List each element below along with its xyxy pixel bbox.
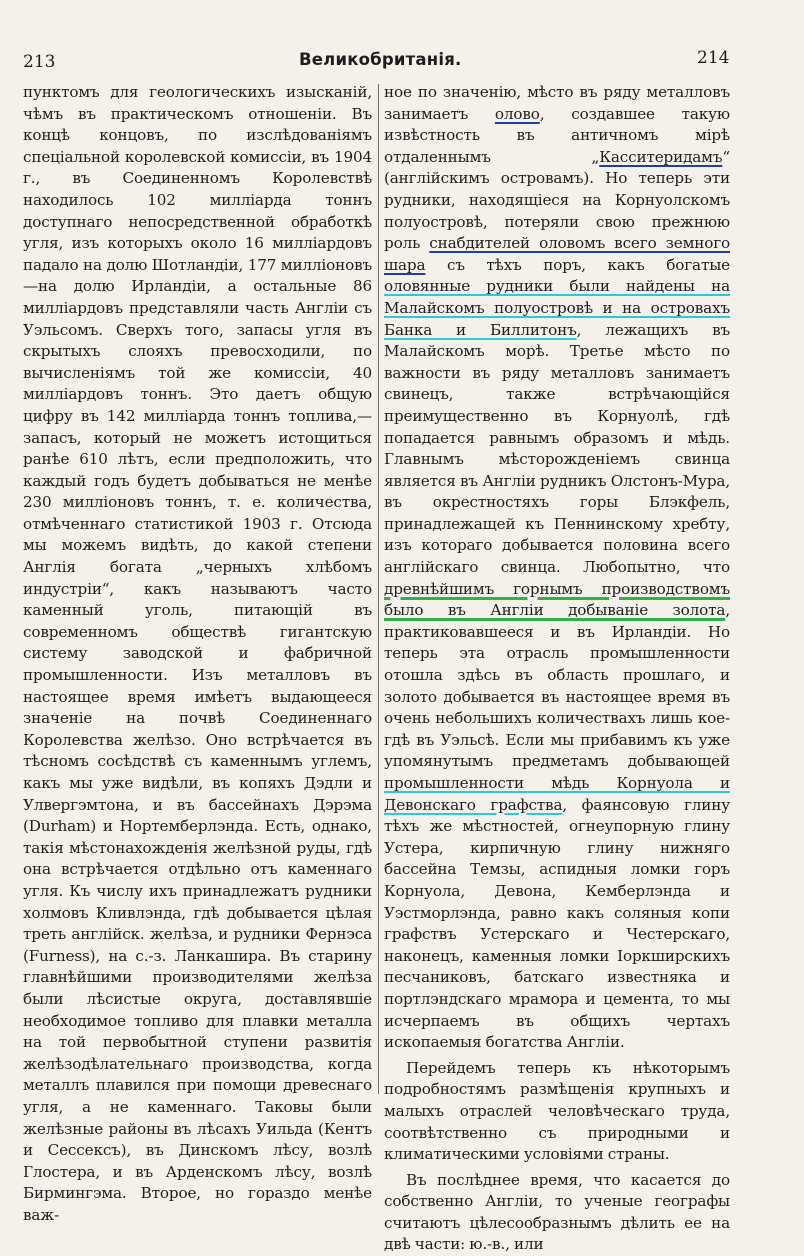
running-title: Великобританія. — [299, 50, 462, 69]
highlight-gold-mining: древнѣйшимъ горнымъ производствомъ было въ Англіи добываніе золота — [384, 579, 730, 620]
left-column — [23, 82, 372, 1226]
column-divider — [378, 84, 379, 1094]
highlight-copper: промышленности мѣдь Корнуола и Девонскаго графства — [384, 774, 730, 814]
page-header — [0, 46, 804, 74]
highlight-tin-mines: оловянные рудники были найдены на Малайскомъ полуостровѣ и на островахъ Банка и Биллитонъ — [384, 277, 730, 339]
text-run: съ тѣхъ поръ, какъ богатые — [425, 255, 730, 274]
left-paragraph: пунктомъ для геологическихъ изысканій, чѣмъ въ практическомъ отношеніи. Въ концѣ концовъ, по изслѣдованіямъ спеціальной королевской комиссіи, въ 1904 г., въ Соединенномъ Королевствѣ находилось 102 милліарда тоннъ доступнаго непосредственной обработкѣ угля, изъ которыхъ около 16 милліардовъ падало на долю Шотландіи, 177 милліоновъ—на долю Ирландіи, а остальные 86 милліардовъ представляли часть Англіи съ Уэльсомъ. Сверхъ того, запасы угля въ скрытыхъ слояхъ превосходили, по вычисленіямъ той же комиссіи, 40 милліардовъ тоннъ. Это даетъ общую цифру въ 142 милліарда тоннъ топлива,—запасъ, который не можетъ истощиться ранѣе 610 лѣтъ, если предположить, что каждый годъ будетъ добываться не менѣе 230 милліоновъ тоннъ, т. е. количества, отмѣченнаго статистикой 1903 г. Отсюда мы можемъ видѣть, до какой степени Англія богата „черныхъ хлѣбомъ индустріи“, какъ называютъ часто каменный уголь, питающій въ современномъ обществѣ гигантскую систему заводской и фабричной промышленности. Изъ металловъ въ настоящее время имѣетъ выдающееся значеніе на почвѣ Соединеннаго Королевства желѣзо. Оно встрѣчается въ тѣсномъ сосѣдствѣ съ каменнымъ углемъ, какъ мы уже видѣли, въ копяхъ Дэдли и Улвергэмтона, и въ бассейнахъ Дэрэма (Durham) и Нортемберлэнда. Есть, однако, такія мѣстонахожденія желѣзной руды, гдѣ она встрѣчается отдѣльно отъ каменнаго угля. Къ числу ихъ принадлежатъ рудники холмовъ Кливлэнда, гдѣ добывается цѣлая треть англійск. желѣза, и рудники Фернэса (Furness), на с.-з. Ланкашира. Въ старину главнѣйшими производителями желѣза были лѣсистые округа, доставлявшіе необходимое топливо для плавки металла на той первобытной ступени развитія желѣзодѣлательнаго производства, когда металлъ плавился при помощи древеснаго угля, а не каменнаго. Таковы были желѣзные районы въ лѣсахъ Уильда (Кентъ и Сессексъ), въ Динскомъ лѣсу, возлѣ Глостера, и въ Арденскомъ лѣсу, возлѣ Бирмингэма. Второе, но гораздо менѣе важ- — [23, 83, 372, 1224]
right-paragraph-2: Перейдемъ теперь къ нѣкоторымъ подробностямъ размѣщенія крупныхъ и малыхъ отраслей человѣческаго труда, соотвѣтственно съ природными и климатическими условіями страны. — [384, 1058, 730, 1164]
right-column — [384, 82, 730, 1256]
text-run: , лежащихъ въ Малайскомъ морѣ. Третье мѣсто по важности въ ряду металловъ занимаетъ свинецъ, также встрѣчающійся преимущественно въ Корнуолѣ, гдѣ попадается равнымъ образомъ и мѣдь. Главнымъ мѣсторожденіемъ свинца является въ Англіи рудникъ Олстонъ-Мура, въ окрестностяхъ горы Блэкфель, принадлежащей къ Пеннинскому хребту, изъ котораго добывается половина всего англійскаго свинца. Любопытно, что — [384, 320, 730, 577]
page-number-right: 214 — [697, 48, 730, 68]
highlight-snabditelei: снабдителей оловомъ всего земного шара — [384, 234, 730, 274]
right-paragraph-3: Въ послѣднее время, что касается до собственно Англіи, то ученые географы считаютъ цѣлесообразнымъ дѣлить ее на двѣ части: ю.-в., или — [384, 1170, 730, 1254]
right-paragraph-1 — [384, 82, 730, 1054]
highlight-kassiteridam: Касситеридамъ — [599, 147, 723, 166]
text-run: ное по значенію, мѣсто въ ряду металловъ занимаетъ — [384, 83, 730, 123]
highlight-olovo: олово — [494, 104, 540, 123]
text-run: “ (англійскимъ островамъ). Но теперь эти рудники, находящіеся на Корнуолскомъ полуостровѣ, потеряли свою прежнюю роль — [384, 147, 730, 253]
text-run: , фаянсовую глину тѣхъ же мѣстностей, огнеупорную глину Устера, кирпичную глину нижняго бассейна Темзы, аспидныя ломки горъ Корнуола, Девона, Кемберлэнда и Уэстморлэнда, равно какъ соляныя копи графствъ Устерскаго и Честерскаго, наконецъ, каменныя ломки Іоркширскихъ песчаниковъ, батскаго известняка и портлэндскаго мрамора и цемента, то мы исчерпаемъ въ общихъ чертахъ ископаемыя богатства Англіи. — [384, 795, 730, 1052]
text-run: , практиковавшееся и въ Ирландіи. Но теперь эта отрасль промышленности отошла здѣсь въ область прошлаго, и золото добывается въ настоящее время въ очень небольшихъ количествахъ лишь кое-гдѣ въ Уэльсѣ. Если мы прибавимъ къ уже упомянутымъ предметамъ добывающей — [384, 601, 730, 771]
page-number-left: 213 — [23, 52, 56, 72]
text-run: , создавшее такую извѣстность въ античномъ мірѣ отдаленнымъ „ — [384, 104, 730, 166]
